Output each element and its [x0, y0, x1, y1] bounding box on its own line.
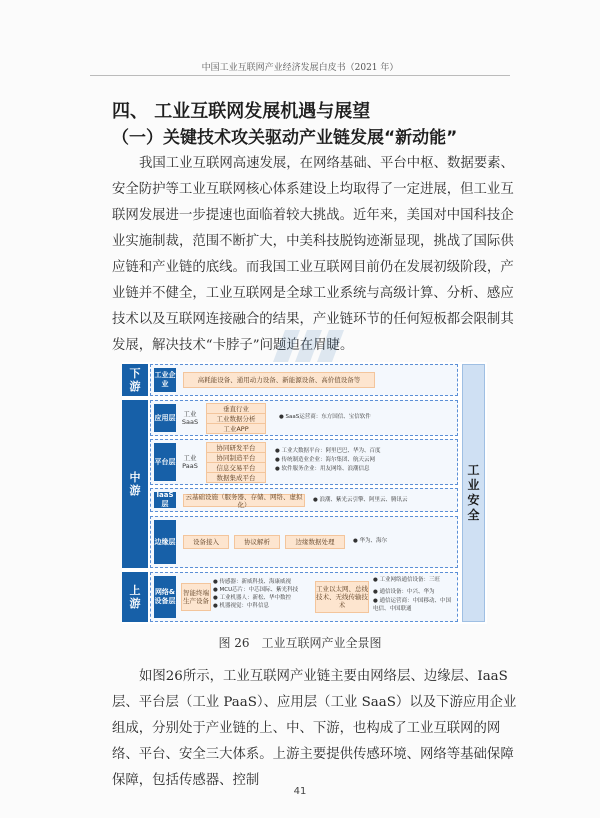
platform-rd-box: 协同研发平台 [206, 442, 266, 453]
platform-data-box: 数据集成平台 [206, 472, 266, 483]
row-network-device-layer [150, 572, 458, 622]
iaas-infra-box: 云基础设施（服务器、存储、网络、虚拟化） [183, 494, 305, 507]
network-note2-2: ● 通信设备：中兴、华为 [373, 589, 435, 595]
figure-caption: 图 26 工业互联网产业全景图 [218, 636, 382, 650]
row-label-industry: 工业企业 [154, 368, 176, 392]
body-paragraph-1 [112, 151, 526, 359]
row-label-iaas: IaaS层 [154, 492, 176, 508]
row-industry-enterprise [150, 364, 458, 396]
paragraph-1-text: 我国工业互联网高速发展，在网络基础、平台中枢、数据要素、安全防护等工业互联网核心体系建设上均取得了一定进展，但工业互联网发展进一步提速也面临着较大挑战。近年来，美国对中国科技企业实施制裁，范围不断扩大，中美科技脱钩迹渐显现，挑战了国际供应链和产业链的底线。而我国工业互联网目前仍在发展初级阶段，产业链并不健全，工业互联网是全球工业系统与高级计算、分析、感应技术以及互联网连接融合的结果，产业链环节的任何短板都会限制其发展，解决技术“卡脖子”问题迫在眉睫。 [112, 156, 514, 353]
network-note-2: ● MCU芯片：中芯国际、紫光科技 [213, 587, 299, 593]
industrial-security-bar: 工业安全 [462, 364, 485, 622]
app-vendors-note: ● SaaS运营商：东方国信、宝信软件 [279, 414, 371, 420]
edge-protocol-box: 协议解析 [234, 535, 280, 549]
paragraph-2-text: 如图26所示，工业互联网产业链主要由网络层、边缘层、IaaS层、平台层（工业 PaaS）、应用层（工业 SaaS）以及下游应用企业组成，分别处于产业链的上、中、下游，也构成了工业互联网的网络、平台、安全三大体系。上游主要提供传感环境、网络等基础保障保障，包括传感器、控制 [112, 669, 517, 788]
tier-upstream: 上游 [122, 572, 148, 622]
platform-mfg-box: 协同制造平台 [206, 452, 266, 463]
edge-access-box: 设备接入 [183, 535, 229, 549]
row-label-edge: 边缘层 [154, 520, 176, 564]
platform-sublabel: 工业PaaS [182, 454, 198, 470]
row-iaas-layer [150, 488, 458, 512]
subsection-title: （一）关键技术攻关驱动产业链发展“新动能” [112, 128, 458, 148]
row-label-network: 网络&设备层 [154, 576, 176, 618]
platform-note-1: ● 工业大数据平台：阿里巴巴、华为、百度 [275, 448, 381, 454]
header-rule [90, 75, 510, 76]
tier-downstream: 下游 [122, 364, 148, 396]
edge-processing-box: 边缘数据处理 [285, 535, 345, 549]
running-header: 中国工业互联网产业经济发展白皮书（2021 年） [201, 63, 399, 73]
row-label-platform: 平台层 [154, 443, 176, 481]
platform-trade-box: 信息交易平台 [206, 462, 266, 473]
body-paragraph-2 [112, 664, 526, 794]
platform-note-3: ● 软件服务企业：用友网络、浪潮信息 [275, 466, 370, 472]
edge-vendors-note: ● 华为、海尔 [353, 538, 388, 544]
smart-terminal-box: 智能终端生产设备 [181, 583, 211, 611]
industry-devices-box: 高耗能设备、通用动力设备、新能源设备、高价值设备等 [183, 372, 375, 388]
industry-chain-diagram [122, 362, 487, 624]
network-tech-box: 工业以太网、总线技术、无线传输技术 [315, 581, 369, 613]
network-note-3: ● 工业机器人：新松、华中数控 [213, 595, 292, 601]
row-edge-layer [150, 516, 458, 568]
page-number: 41 [293, 786, 307, 797]
tier-midstream: 中游 [122, 400, 148, 568]
network-note2-3: ● 通信运营商：中国移动、中国电信、中国联通 [373, 598, 452, 612]
row-application-layer [150, 400, 458, 436]
network-note-4: ● 机器视觉：中科信息 [213, 603, 270, 609]
network-note-1: ● 传感器：新威科技、海康威视 [213, 579, 292, 585]
app-app-box: 工业APP [206, 423, 266, 434]
row-platform-layer [150, 439, 458, 485]
network-note2-1: ● 工业网络通信设备：三旺 [373, 577, 441, 583]
platform-note-2: ● 传统制造业企业：海尔集团、航天云网 [275, 457, 376, 463]
row-label-app: 应用层 [154, 404, 176, 432]
section-title: 四、 工业互联网发展机遇与展望 [112, 101, 371, 122]
app-vertical-box: 垂直行业 [206, 403, 266, 414]
iaas-vendors-note: ● 浪潮、紫光云引擎、阿里云、腾讯云 [313, 497, 408, 503]
app-sublabel: 工业SaaS [181, 410, 199, 426]
app-analysis-box: 工业数据分析 [206, 413, 266, 424]
